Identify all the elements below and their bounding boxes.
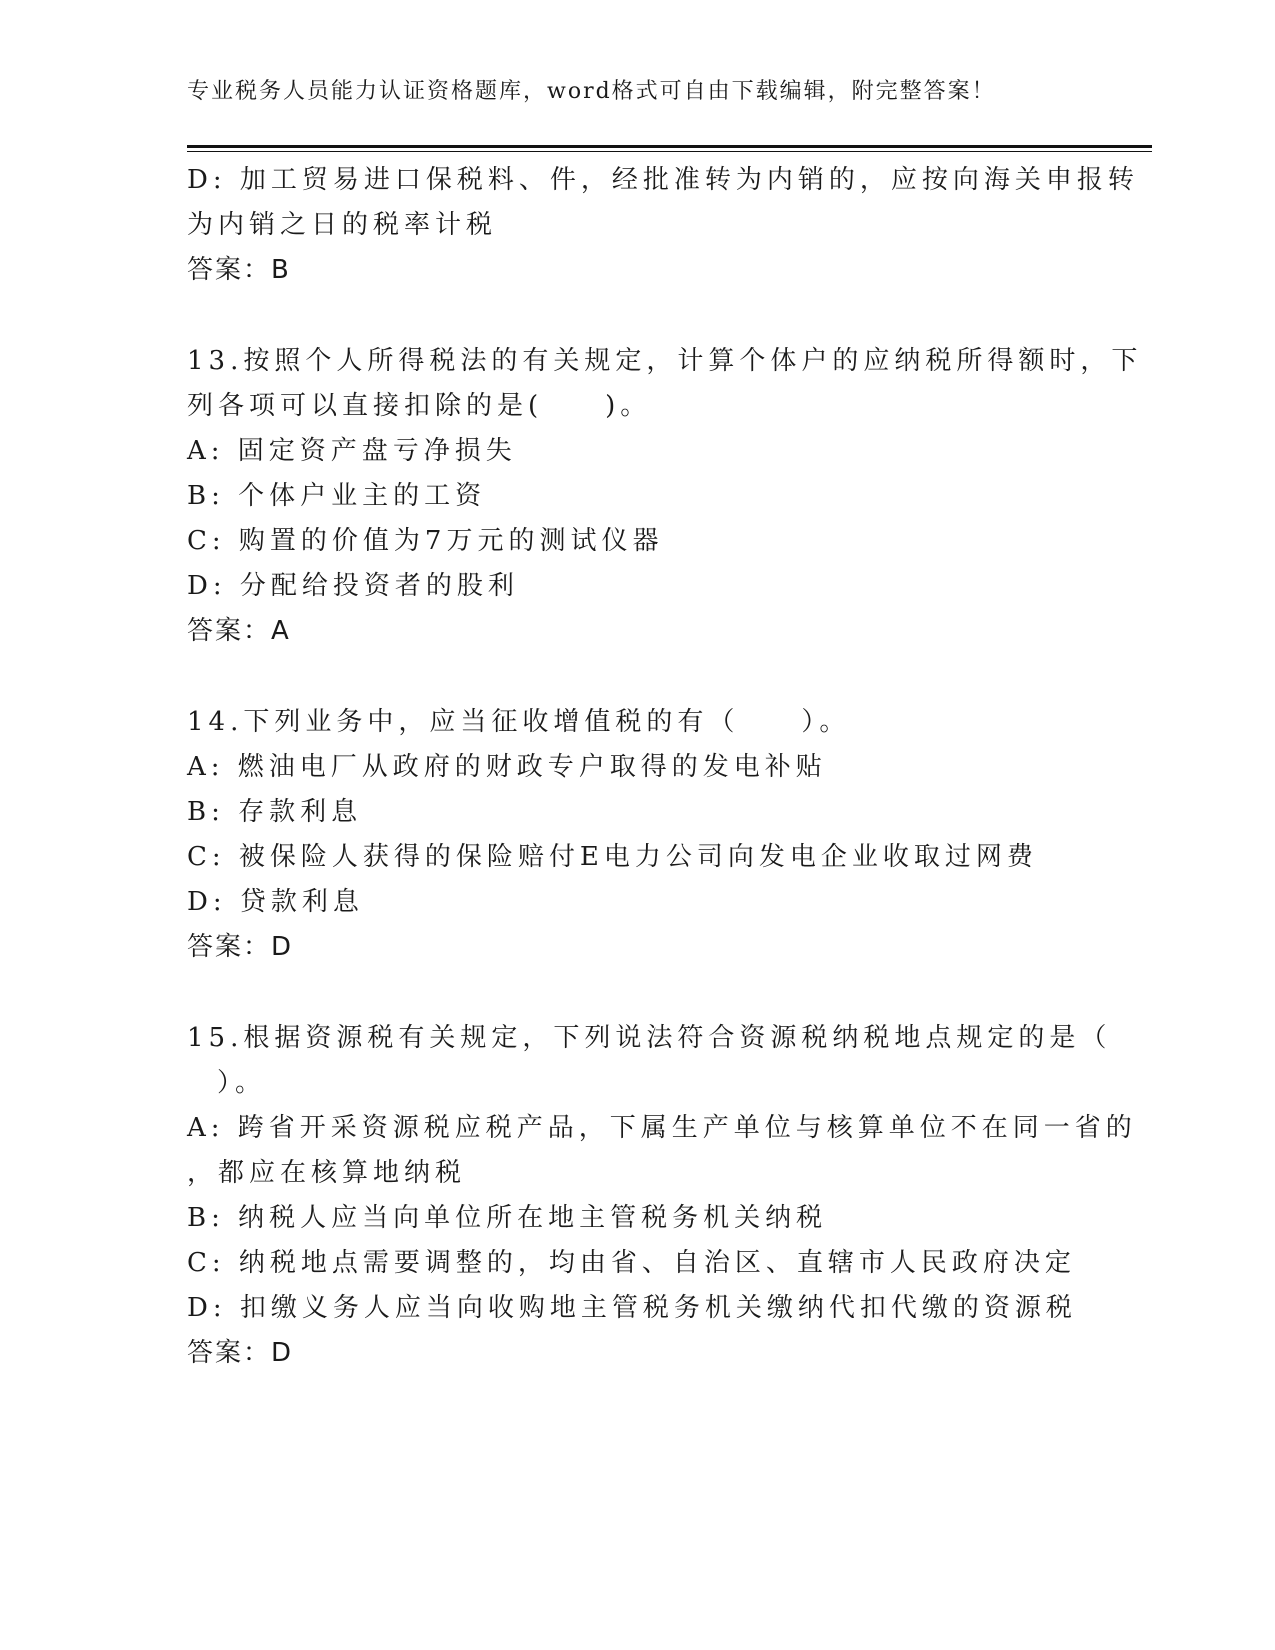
q15-answer: 答案：D — [187, 1338, 294, 1368]
q13-option-b: B: 个体户业主的工资 — [187, 481, 487, 511]
q15-option-c: C: 纳税地点需要调整的，均由省、自治区、直辖市人民政府决定 — [187, 1248, 1076, 1278]
spacer — [187, 654, 1087, 700]
q15-stem-line1: 15.根据资源税有关规定，下列说法符合资源税纳税地点规定的是（ — [187, 1023, 1112, 1053]
q14-option-c: C: 被保险人获得的保险赔付E电力公司向发电企业收取过网费 — [187, 842, 1038, 872]
header-rule-thick — [187, 145, 1152, 148]
q15-option-b: B: 纳税人应当向单位所在地主管税务机关纳税 — [187, 1203, 828, 1233]
q15-option-a-line2: ，都应在核算地纳税 — [187, 1158, 467, 1188]
q15-option-d: D: 扣缴义务人应当向收购地主管税务机关缴纳代扣代缴的资源税 — [187, 1293, 1077, 1323]
q13-option-a: A: 固定资产盘亏净损失 — [187, 436, 517, 466]
q13-stem-line2: 列各项可以直接扣除的是( )。 — [187, 391, 652, 421]
q14-option-d: D: 贷款利息 — [187, 887, 364, 917]
q14-option-a: A: 燃油电厂从政府的财政专户取得的发电补贴 — [187, 752, 827, 782]
q14-option-b: B: 存款利息 — [187, 797, 363, 827]
q12-option-d-line2: 为内销之日的税率计税 — [187, 210, 498, 240]
q13-stem-line1: 13.按照个人所得税法的有关规定，计算个体户的应纳税所得额时，下 — [187, 346, 1143, 376]
spacer — [187, 970, 1087, 1016]
q14-answer: 答案：D — [187, 932, 294, 962]
q13-option-d: D: 分配给投资者的股利 — [187, 571, 519, 601]
q13-option-c: C: 购置的价值为7万元的测试仪器 — [187, 526, 664, 556]
q12-answer: 答案：B — [187, 255, 291, 285]
q13-answer: 答案：A — [187, 616, 291, 646]
question-content — [187, 158, 1143, 1376]
q15-option-a-line1: A: 跨省开采资源税应税产品，下属生产单位与核算单位不在同一省的 — [187, 1113, 1137, 1143]
header-rule-thin — [187, 151, 1152, 152]
q15-stem-line2: ）。 — [217, 1068, 267, 1098]
spacer — [187, 293, 1087, 339]
q12-option-d-line1: D: 加工贸易进口保税料、件，经批准转为内销的，应按向海关申报转 — [187, 165, 1139, 195]
q14-stem: 14.下列业务中，应当征收增值税的有（ ）。 — [187, 707, 851, 737]
page-header: 专业税务人员能力认证资格题库，word格式可自由下载编辑，附完整答案！ — [187, 79, 996, 104]
